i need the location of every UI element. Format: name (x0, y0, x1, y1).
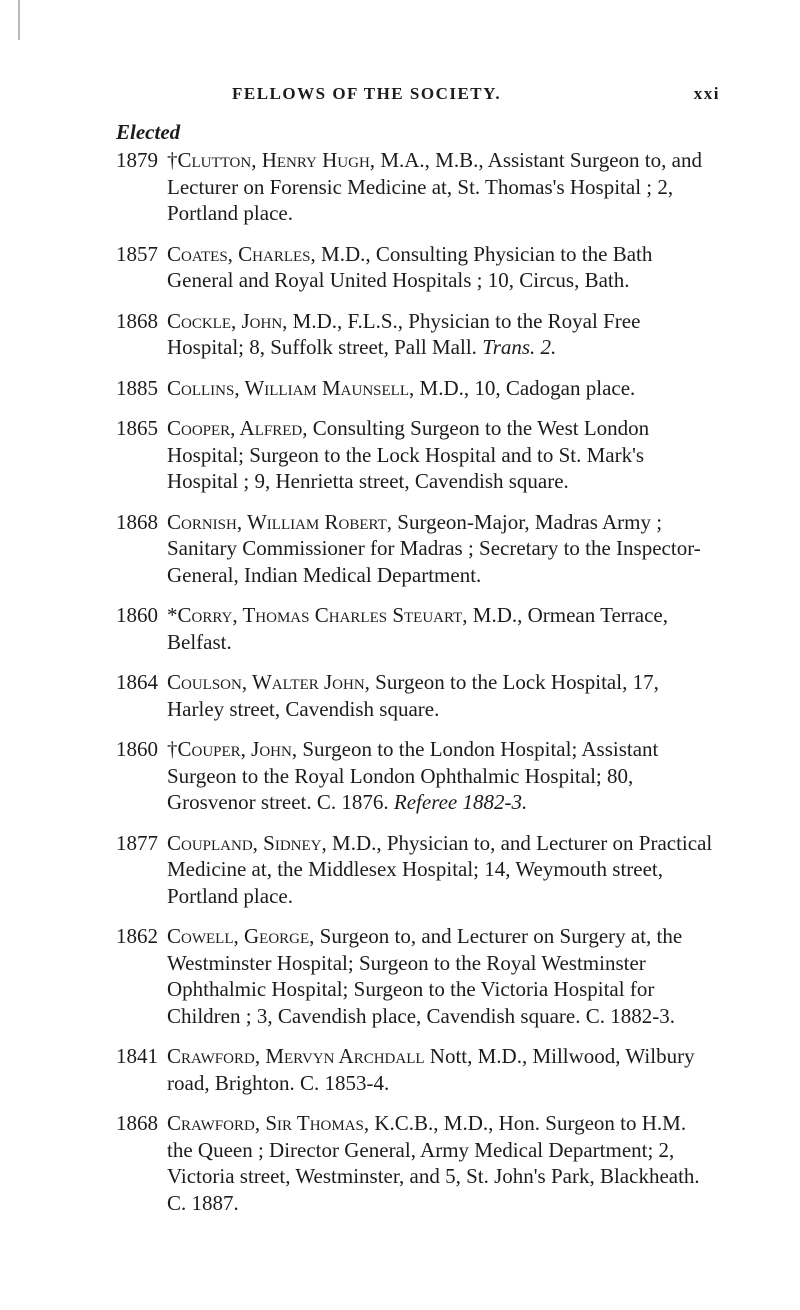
fellow-details: M.A., M.B., Assistant Surgeon to, and Lecturer on Forensic Medicine at, St. Thomas's Hospital ; 2, Portland place. (167, 148, 702, 225)
fellow-details: M.D., Consulting Physician to the Bath General and Royal United Hospitals ; 10, Circus, Bath. (167, 241, 653, 292)
fellow-name: Cooper, Alfred, (167, 416, 308, 440)
fellow-name: *Corry, Thomas Charles Steuart, (167, 603, 468, 627)
fellow-name: Crawford, Mervyn Archdall (167, 1044, 425, 1068)
running-title: FELLOWS OF THE SOCIETY. (232, 84, 502, 103)
election-year: 1865 (116, 416, 158, 440)
election-year: 1857 (116, 241, 158, 266)
election-year: 1877 (116, 830, 158, 855)
page-edge (18, 0, 20, 40)
fellow-details: K.C.B., M.D., Hon. Surgeon to H.M. the Queen ; Director General, Army Medical Department; 2, Victoria street, Westminster, and 5, St. John's Park, Blackheath. C. 1887. (167, 1111, 700, 1215)
fellow-name: Collins, William Maunsell, (167, 375, 415, 400)
fellow-entry (116, 736, 716, 816)
election-year: 1860 (116, 737, 158, 761)
fellow-entry (116, 923, 716, 1029)
fellow-entry (116, 602, 716, 655)
fellow-details: M.D., Ormean Terrace, Belfast. (167, 603, 668, 654)
fellow-details: Surgeon to the Lock Hospital, 17, Harley street, Cavendish square. (167, 670, 659, 721)
fellow-name: Cockle, John, (167, 308, 288, 333)
fellow-details: M.D., Physician to, and Lecturer on Practical Medicine at, the Middlesex Hospital; 14, Weymouth street, Portland place. (167, 830, 713, 908)
fellow-details: M.D., 10, Cadogan place. (419, 375, 636, 400)
fellow-entry (116, 509, 716, 589)
fellow-entry (116, 147, 716, 227)
election-year: 1841 (116, 1044, 158, 1068)
fellow-entry (116, 1043, 716, 1096)
election-year: 1860 (116, 603, 158, 627)
fellow-details: Nott, M.D., Millwood, Wilbury road, Brighton. C. 1853-4. (167, 1044, 695, 1095)
fellow-details: Surgeon to, and Lecturer on Surgery at, the Westminster Hospital; Surgeon to the Royal Westminster Ophthalmic Hospital; Surgeon to the Victoria Hospital for Children ; 3, Cavendish place, Cavendish square. C. 1882-3. (167, 924, 683, 1028)
election-year: 1879 (116, 148, 158, 172)
fellow-name: Cowell, George, (167, 924, 315, 948)
election-year: 1868 (116, 1111, 158, 1135)
fellow-entry (116, 241, 716, 294)
election-year: 1868 (116, 509, 158, 534)
fellow-details: Surgeon-Major, Madras Army ; Sanitary Commissioner for Madras ; Secretary to the Inspector-General, Indian Medical Department. (167, 509, 701, 587)
fellow-name: †Couper, John, (167, 737, 298, 761)
column-label-elected: Elected (116, 120, 181, 144)
election-year: 1868 (116, 308, 158, 333)
fellow-entry (116, 375, 716, 402)
election-year: 1864 (116, 670, 158, 694)
fellow-name: Cornish, William Robert, (167, 509, 393, 534)
fellow-entry (116, 308, 716, 361)
fellow-entry (116, 669, 716, 722)
election-year: 1862 (116, 924, 158, 948)
election-year: 1885 (116, 375, 158, 400)
fellow-name: Coates, Charles, (167, 241, 316, 266)
fellow-details: M.D., F.L.S., Physician to the Royal Free Hospital; 8, Suffolk street, Pall Mall. (167, 308, 641, 359)
fellow-entry (116, 415, 716, 495)
fellow-details: Consulting Surgeon to the West London Hospital; Surgeon to the Lock Hospital and to St. Mark's Hospital ; 9, Henrietta street, Cavendish square. (167, 416, 650, 493)
fellow-entry (116, 830, 716, 910)
page-number: xxi (693, 84, 720, 103)
fellow-italic-note: Referee 1882-3. (393, 790, 528, 814)
fellow-name: Coulson, Walter John, (167, 670, 370, 694)
fellow-italic-note: Trans. 2. (482, 335, 557, 359)
fellows-list (116, 147, 716, 1230)
fellow-name: Crawford, Sir Thomas, (167, 1111, 370, 1135)
fellow-name: †Clutton, Henry Hugh, (167, 148, 376, 172)
fellow-name: Coupland, Sidney, (167, 830, 327, 855)
fellow-details: Surgeon to the London Hospital; Assistant Surgeon to the Royal London Ophthalmic Hospital; 80, Grosvenor street. C. 1876. (167, 737, 659, 814)
fellow-entry (116, 1110, 716, 1216)
